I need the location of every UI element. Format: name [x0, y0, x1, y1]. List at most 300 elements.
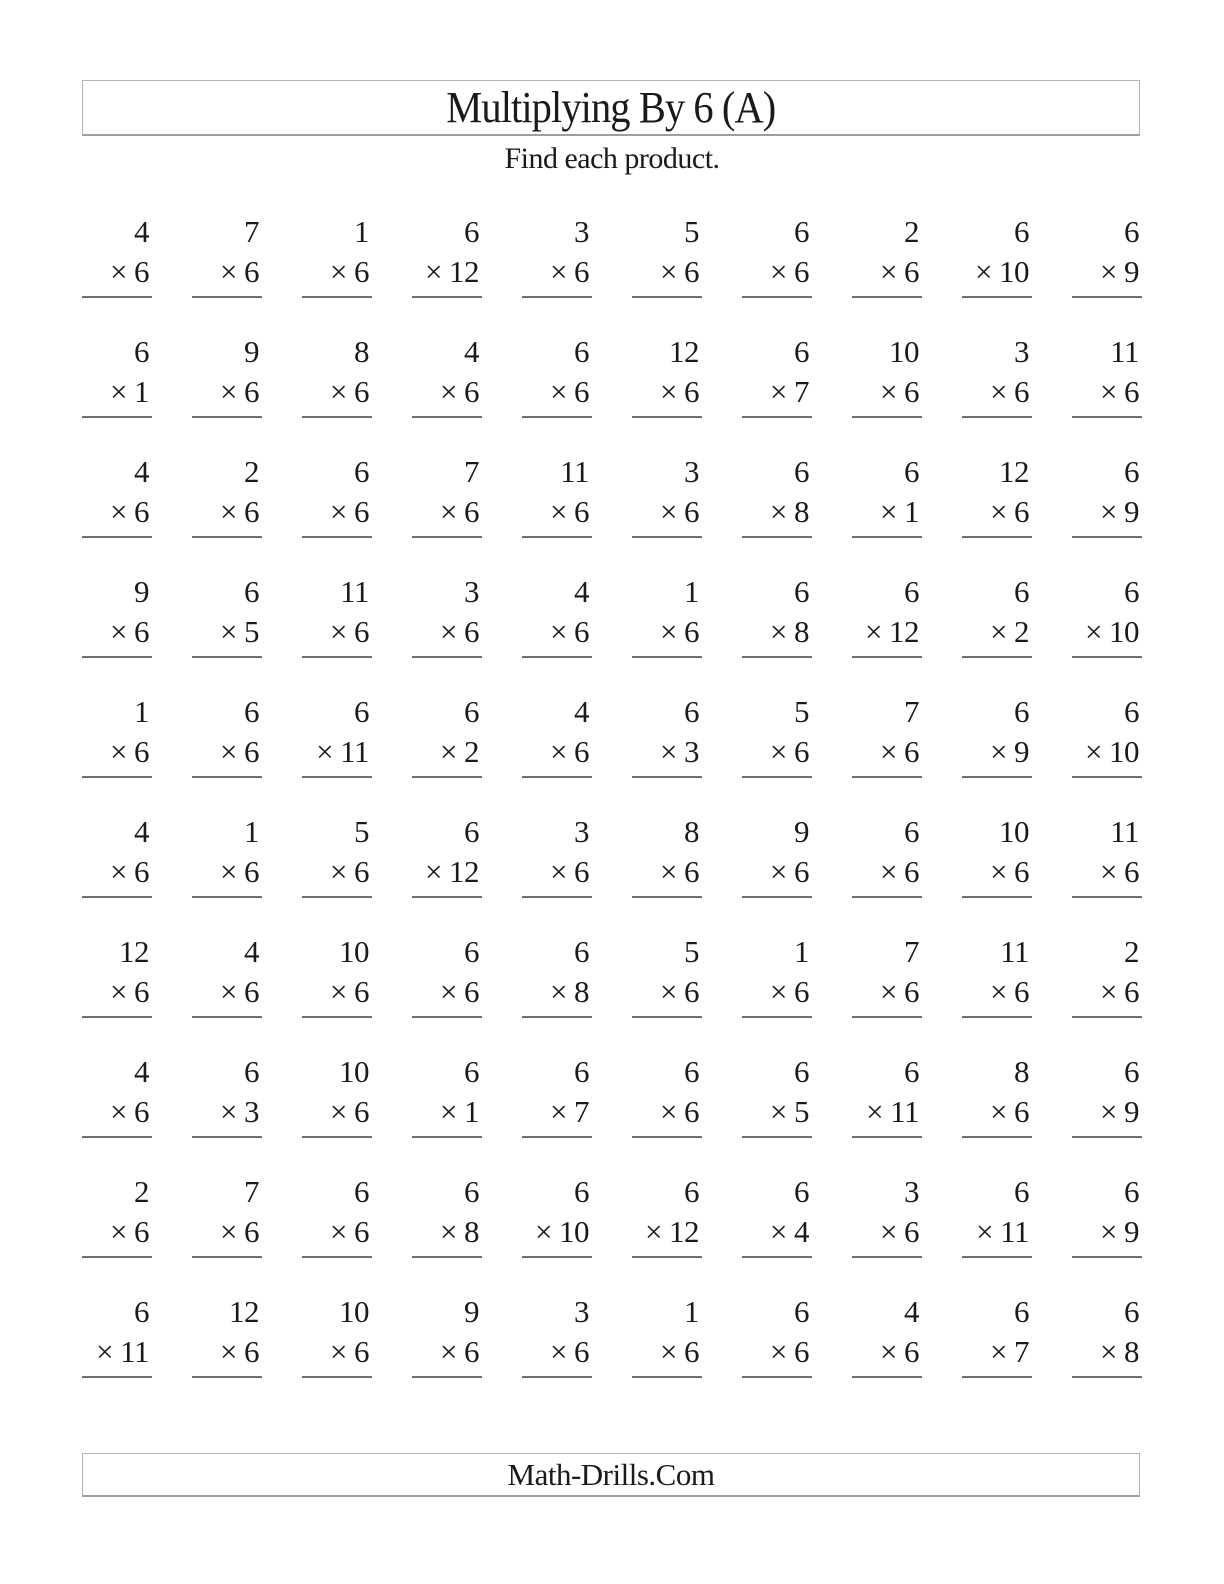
multiplier-line: [412, 1332, 482, 1372]
times-sign: ×: [1085, 614, 1102, 649]
multiplier-line: [82, 1092, 152, 1132]
multiplier: 6: [904, 1214, 919, 1249]
times-sign: ×: [1100, 254, 1117, 289]
problem-cell: [412, 1172, 482, 1258]
times-sign: ×: [330, 974, 347, 1009]
multiplier: 1: [464, 1094, 479, 1129]
multiplier-line: [962, 372, 1032, 412]
times-sign: ×: [770, 974, 787, 1009]
problem-cell: [1072, 812, 1142, 898]
problem-cell: [192, 572, 262, 658]
multiplier: 6: [244, 854, 259, 889]
multiplier: 6: [1124, 854, 1139, 889]
times-sign: ×: [1085, 734, 1102, 769]
times-sign: ×: [880, 374, 897, 409]
times-sign: ×: [220, 854, 237, 889]
multiplier: 6: [134, 1214, 149, 1249]
multiplicand: 6: [134, 1294, 149, 1329]
multiplicand: 10: [999, 814, 1029, 849]
multiplicand: 4: [574, 574, 589, 609]
multiplicand: 6: [1124, 1294, 1139, 1329]
multiplier-line: [302, 732, 372, 772]
multiplier-line: [852, 492, 922, 532]
multiplier: 9: [1014, 734, 1029, 769]
multiplier-line: [742, 972, 812, 1012]
multiplier-line: [82, 852, 152, 892]
multiplicand: 6: [1014, 694, 1029, 729]
multiplicand: 6: [134, 334, 149, 369]
multiplier: 6: [794, 254, 809, 289]
multiplier: 2: [464, 734, 479, 769]
times-sign: ×: [110, 1214, 127, 1249]
multiplier: 6: [1014, 374, 1029, 409]
problem-cell: [1072, 692, 1142, 778]
problem-cell: [852, 1052, 922, 1138]
multiplier: 6: [464, 614, 479, 649]
problem-cell: [522, 452, 592, 538]
multiplier: 6: [684, 494, 699, 529]
multiplier: 6: [354, 614, 369, 649]
times-sign: ×: [330, 494, 347, 529]
multiplier-line: [82, 1212, 152, 1252]
problem-cell: [742, 1292, 812, 1378]
multiplier: 6: [684, 374, 699, 409]
multiplier-line: [742, 372, 812, 412]
multiplier: 8: [794, 614, 809, 649]
problem-cell: [852, 932, 922, 1018]
multiplier-line: [522, 612, 592, 652]
times-sign: ×: [96, 1334, 114, 1369]
times-sign: ×: [440, 1214, 457, 1249]
multiplicand: 6: [354, 1174, 369, 1209]
problem-cell: [962, 932, 1032, 1018]
multiplier: 9: [1124, 494, 1139, 529]
multiplier-line: [632, 1212, 702, 1252]
multiplier-line: [522, 372, 592, 412]
times-sign: ×: [880, 734, 897, 769]
problem-cell: [522, 1052, 592, 1138]
multiplier-line: [302, 372, 372, 412]
multiplicand: 6: [574, 1054, 589, 1089]
times-sign: ×: [1100, 1094, 1117, 1129]
multiplicand: 6: [464, 1174, 479, 1209]
times-sign: ×: [770, 734, 787, 769]
multiplier-line: [522, 1332, 592, 1372]
problem-cell: [522, 1172, 592, 1258]
problem-cell: [192, 452, 262, 538]
multiplier-line: [82, 732, 152, 772]
problem-cell: [192, 212, 262, 298]
multiplier-line: [1072, 1092, 1142, 1132]
times-sign: ×: [770, 1334, 787, 1369]
problem-row: [82, 932, 1142, 1018]
problem-cell: [852, 1292, 922, 1378]
times-sign: ×: [990, 494, 1007, 529]
problem-cell: [632, 572, 702, 658]
multiplier: 6: [354, 254, 369, 289]
multiplier: 7: [794, 374, 809, 409]
multiplier: 6: [684, 974, 699, 1009]
times-sign: ×: [220, 494, 237, 529]
problem-cell: [962, 452, 1032, 538]
times-sign: ×: [330, 854, 347, 889]
times-sign: ×: [110, 734, 127, 769]
times-sign: ×: [880, 974, 897, 1009]
problem-cell: [82, 332, 152, 418]
multiplier-line: [852, 252, 922, 292]
multiplier-line: [82, 612, 152, 652]
multiplicand: 1: [244, 814, 259, 849]
times-sign: ×: [770, 374, 787, 409]
multiplier: 6: [134, 254, 149, 289]
multiplier: 11: [890, 1094, 919, 1129]
times-sign: ×: [220, 1334, 237, 1369]
problem-cell: [632, 1052, 702, 1138]
times-sign: ×: [880, 854, 897, 889]
problem-cell: [302, 212, 372, 298]
problem-cell: [632, 332, 702, 418]
multiplier: 6: [1014, 974, 1029, 1009]
times-sign: ×: [220, 254, 237, 289]
multiplicand: 6: [904, 454, 919, 489]
problem-cell: [742, 692, 812, 778]
multiplier: 9: [1124, 1094, 1139, 1129]
problem-cell: [962, 812, 1032, 898]
multiplier: 6: [134, 494, 149, 529]
multiplicand: 8: [354, 334, 369, 369]
multiplicand: 4: [134, 814, 149, 849]
multiplier: 7: [574, 1094, 589, 1129]
problem-cell: [412, 932, 482, 1018]
times-sign: ×: [440, 1334, 457, 1369]
multiplier: 6: [684, 1094, 699, 1129]
multiplicand: 6: [684, 1054, 699, 1089]
problem-cell: [962, 1292, 1032, 1378]
multiplicand: 11: [1110, 334, 1139, 369]
multiplicand: 4: [574, 694, 589, 729]
times-sign: ×: [110, 374, 127, 409]
multiplicand: 2: [904, 214, 919, 249]
multiplicand: 6: [904, 814, 919, 849]
multiplicand: 4: [134, 454, 149, 489]
multiplier: 9: [1124, 1214, 1139, 1249]
multiplier: 7: [1014, 1334, 1029, 1369]
times-sign: ×: [440, 1094, 457, 1129]
times-sign: ×: [110, 494, 127, 529]
problem-cell: [192, 1052, 262, 1138]
multiplier: 8: [464, 1214, 479, 1249]
times-sign: ×: [1100, 494, 1117, 529]
multiplicand: 12: [119, 934, 149, 969]
problem-cell: [302, 572, 372, 658]
times-sign: ×: [110, 854, 127, 889]
times-sign: ×: [550, 374, 567, 409]
multiplicand: 6: [1124, 1174, 1139, 1209]
multiplicand: 3: [574, 1294, 589, 1329]
problem-cell: [192, 932, 262, 1018]
multiplicand: 6: [1124, 454, 1139, 489]
multiplicand: 2: [244, 454, 259, 489]
multiplier: 6: [904, 974, 919, 1009]
multiplicand: 10: [339, 934, 369, 969]
multiplicand: 1: [134, 694, 149, 729]
multiplier-line: [742, 252, 812, 292]
times-sign: ×: [425, 254, 442, 289]
multiplier-line: [192, 852, 262, 892]
multiplier-line: [632, 492, 702, 532]
multiplier-line: [1072, 612, 1142, 652]
multiplier: 5: [794, 1094, 809, 1129]
multiplier: 6: [904, 854, 919, 889]
multiplier-line: [412, 372, 482, 412]
multiplier-line: [962, 852, 1032, 892]
problem-cell: [82, 1172, 152, 1258]
multiplier-line: [82, 252, 152, 292]
times-sign: ×: [770, 1214, 787, 1249]
multiplicand: 7: [904, 934, 919, 969]
worksheet: [82, 212, 1142, 1412]
multiplier: 6: [1014, 494, 1029, 529]
multiplicand: 5: [354, 814, 369, 849]
times-sign: ×: [770, 1094, 787, 1129]
multiplier: 6: [244, 494, 259, 529]
times-sign: ×: [220, 734, 237, 769]
times-sign: ×: [550, 254, 567, 289]
times-sign: ×: [550, 854, 567, 889]
multiplicand: 1: [684, 1294, 699, 1329]
multiplier-line: [412, 492, 482, 532]
multiplier-line: [852, 732, 922, 772]
multiplicand: 5: [684, 934, 699, 969]
multiplier: 12: [669, 1214, 699, 1249]
problem-cell: [522, 812, 592, 898]
multiplicand: 3: [904, 1174, 919, 1209]
problem-cell: [412, 332, 482, 418]
multiplier-line: [632, 612, 702, 652]
multiplier-line: [82, 492, 152, 532]
times-sign: ×: [990, 1094, 1007, 1129]
problem-cell: [412, 812, 482, 898]
multiplier-line: [1072, 1212, 1142, 1252]
times-sign: ×: [660, 614, 677, 649]
page-title: Multiplying By 6 (A): [446, 83, 776, 132]
multiplicand: 4: [134, 214, 149, 249]
problem-row: [82, 332, 1142, 418]
multiplicand: 6: [794, 1294, 809, 1329]
multiplier-line: [192, 372, 262, 412]
problem-cell: [302, 452, 372, 538]
times-sign: ×: [550, 614, 567, 649]
problem-cell: [412, 692, 482, 778]
times-sign: ×: [330, 374, 347, 409]
multiplier: 12: [449, 854, 479, 889]
multiplicand: 6: [1014, 1174, 1029, 1209]
problem-cell: [632, 452, 702, 538]
multiplier-line: [82, 1332, 152, 1372]
multiplicand: 6: [684, 1174, 699, 1209]
problem-cell: [302, 692, 372, 778]
multiplier-line: [522, 1212, 592, 1252]
problem-cell: [1072, 572, 1142, 658]
times-sign: ×: [990, 374, 1007, 409]
times-sign: ×: [976, 1214, 994, 1249]
problem-row: [82, 1172, 1142, 1258]
problem-cell: [1072, 932, 1142, 1018]
instructions-text: Find each product.: [504, 142, 720, 175]
times-sign: ×: [330, 1334, 347, 1369]
multiplicand: 12: [229, 1294, 259, 1329]
multiplier: 6: [574, 854, 589, 889]
multiplicand: 6: [794, 334, 809, 369]
multiplier-line: [962, 732, 1032, 772]
multiplicand: 7: [904, 694, 919, 729]
problem-cell: [412, 452, 482, 538]
times-sign: ×: [880, 1214, 897, 1249]
multiplier-line: [1072, 732, 1142, 772]
multiplier-line: [742, 1212, 812, 1252]
multiplier: 6: [464, 974, 479, 1009]
multiplier-line: [522, 492, 592, 532]
multiplicand: 6: [794, 214, 809, 249]
multiplier-line: [852, 1092, 922, 1132]
multiplier: 6: [464, 374, 479, 409]
multiplier-line: [742, 492, 812, 532]
times-sign: ×: [880, 1334, 897, 1369]
problem-cell: [852, 212, 922, 298]
problem-cell: [1072, 452, 1142, 538]
times-sign: ×: [880, 254, 897, 289]
multiplier: 5: [244, 614, 259, 649]
problem-cell: [742, 1052, 812, 1138]
problem-cell: [742, 932, 812, 1018]
multiplicand: 11: [1000, 934, 1029, 969]
multiplier: 3: [684, 734, 699, 769]
problem-cell: [1072, 332, 1142, 418]
problem-cell: [82, 452, 152, 538]
problem-cell: [82, 692, 152, 778]
times-sign: ×: [770, 854, 787, 889]
multiplier-line: [742, 852, 812, 892]
multiplier: 6: [354, 854, 369, 889]
multiplier: 6: [354, 974, 369, 1009]
multiplier-line: [302, 492, 372, 532]
multiplier: 6: [684, 614, 699, 649]
problem-cell: [632, 812, 702, 898]
multiplicand: 6: [904, 574, 919, 609]
multiplicand: 1: [794, 934, 809, 969]
multiplicand: 6: [794, 1174, 809, 1209]
multiplier-line: [302, 1212, 372, 1252]
multiplicand: 6: [1124, 574, 1139, 609]
multiplier-line: [962, 612, 1032, 652]
multiplier: 6: [904, 1334, 919, 1369]
multiplier-line: [1072, 492, 1142, 532]
times-sign: ×: [550, 1334, 567, 1369]
problem-cell: [632, 212, 702, 298]
problem-cell: [632, 1292, 702, 1378]
multiplicand: 2: [1124, 934, 1139, 969]
times-sign: ×: [660, 1094, 677, 1129]
multiplier: 9: [1124, 254, 1139, 289]
multiplicand: 11: [560, 454, 589, 489]
multiplier-line: [1072, 1332, 1142, 1372]
multiplier: 6: [464, 494, 479, 529]
problem-cell: [302, 932, 372, 1018]
multiplier-line: [1072, 252, 1142, 292]
problem-cell: [632, 1172, 702, 1258]
multiplier-line: [962, 1332, 1032, 1372]
problem-cell: [962, 1052, 1032, 1138]
multiplicand: 6: [244, 574, 259, 609]
multiplicand: 6: [1014, 214, 1029, 249]
multiplicand: 6: [574, 1174, 589, 1209]
multiplicand: 6: [464, 934, 479, 969]
times-sign: ×: [1100, 854, 1117, 889]
times-sign: ×: [110, 1094, 127, 1129]
multiplier: 10: [1109, 614, 1139, 649]
multiplier: 6: [574, 494, 589, 529]
problem-cell: [412, 212, 482, 298]
multiplier: 6: [464, 1334, 479, 1369]
problem-cell: [192, 812, 262, 898]
times-sign: ×: [220, 974, 237, 1009]
multiplicand: 3: [684, 454, 699, 489]
multiplicand: 3: [464, 574, 479, 609]
problem-cell: [302, 1052, 372, 1138]
multiplier: 6: [904, 734, 919, 769]
multiplier: 6: [794, 734, 809, 769]
multiplier-line: [412, 732, 482, 772]
multiplier: 6: [354, 1094, 369, 1129]
multiplier-line: [192, 1332, 262, 1372]
multiplier-line: [1072, 972, 1142, 1012]
problem-cell: [302, 1292, 372, 1378]
problem-cell: [742, 1172, 812, 1258]
times-sign: ×: [440, 374, 457, 409]
multiplicand: 10: [889, 334, 919, 369]
times-sign: ×: [660, 254, 677, 289]
times-sign: ×: [660, 974, 677, 1009]
multiplicand: 1: [354, 214, 369, 249]
times-sign: ×: [110, 254, 127, 289]
multiplier: 10: [559, 1214, 589, 1249]
multiplier-line: [522, 1092, 592, 1132]
multiplier: 6: [244, 974, 259, 1009]
problem-cell: [192, 1292, 262, 1378]
problem-row: [82, 1292, 1142, 1378]
multiplier-line: [522, 732, 592, 772]
multiplicand: 5: [794, 694, 809, 729]
problem-cell: [522, 692, 592, 778]
multiplier-line: [192, 612, 262, 652]
multiplier: 6: [684, 254, 699, 289]
multiplier: 6: [904, 254, 919, 289]
times-sign: ×: [990, 614, 1007, 649]
multiplier: 12: [449, 254, 479, 289]
multiplier: 6: [1014, 854, 1029, 889]
multiplier-line: [192, 492, 262, 532]
times-sign: ×: [990, 854, 1007, 889]
multiplier-line: [852, 372, 922, 412]
multiplicand: 9: [464, 1294, 479, 1329]
multiplier-line: [962, 492, 1032, 532]
multiplicand: 7: [244, 1174, 259, 1209]
multiplier: 6: [244, 734, 259, 769]
problem-cell: [302, 812, 372, 898]
problem-cell: [742, 212, 812, 298]
multiplicand: 11: [340, 574, 369, 609]
times-sign: ×: [440, 734, 457, 769]
